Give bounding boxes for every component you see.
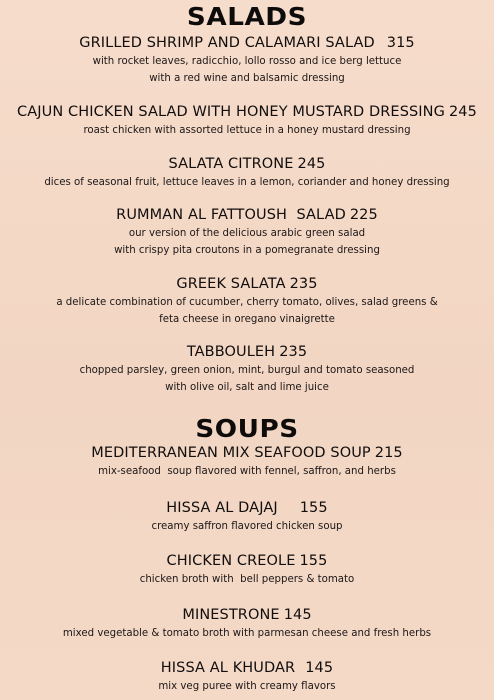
item-desc-line: a delicate combination of cucumber, cherry tomato, olives, salad greens &	[56, 297, 438, 308]
menu-item-tabbouleh	[0, 342, 494, 396]
item-name: GRILLED SHRIMP AND CALAMARI SALAD 315	[79, 35, 415, 51]
item-desc-line: dices of seasonal fruit, lettuce leaves in a lemon, coriander and honey dressing	[44, 177, 450, 188]
menu-item-salata-citrone	[0, 154, 494, 191]
item-desc-line: with olive oil, salt and lime juice	[165, 382, 329, 393]
item-name: RUMMAN AL FATTOUSH SALAD 225	[116, 207, 378, 223]
item-desc-line: with crispy pita croutons in a pomegranate dressing	[114, 245, 380, 256]
section-title-soups: SOUPS	[195, 414, 299, 443]
menu-item-hissa-al-khudar	[0, 658, 494, 695]
item-desc-line: creamy saffron flavored chicken soup	[151, 521, 343, 532]
item-desc-line: with rocket leaves, radicchio, lollo rosso and ice berg lettuce	[92, 56, 402, 67]
menu-item-hissa-al-dajaj	[0, 498, 494, 535]
item-price: 155	[299, 553, 328, 569]
section-title-salads: SALADS	[186, 2, 308, 31]
item-name: MEDITERRANEAN MIX SEAFOOD SOUP 215	[91, 445, 403, 461]
item-name: CHICKEN CREOLE 155	[166, 553, 328, 569]
item-name: GREEK SALATA 235	[176, 276, 318, 292]
menu-item-chicken-creole	[0, 551, 494, 588]
item-desc-line: chicken broth with bell peppers & tomato	[139, 574, 355, 585]
menu-item-mediterranean-mix-seafood-soup	[0, 443, 494, 480]
item-name: HISSA AL KHUDAR 145	[160, 660, 334, 676]
item-price: 235	[289, 276, 318, 292]
item-desc-line: mix veg puree with creamy flavors	[158, 681, 336, 692]
item-price: 245	[297, 156, 326, 172]
item-desc-line: our version of the delicious arabic green salad	[128, 228, 366, 239]
item-price: 215	[374, 445, 403, 461]
item-desc-line: feta cheese in oregano vinaigrette	[159, 314, 335, 325]
item-price: 315	[386, 35, 415, 51]
menu-item-cajun-chicken-salad	[0, 102, 494, 139]
menu-item-minestrone	[0, 605, 494, 642]
item-price: 225	[349, 207, 378, 223]
item-name: MINESTRONE 145	[182, 607, 312, 623]
item-desc-line: mixed vegetable & tomato broth with parmesan cheese and fresh herbs	[62, 628, 432, 639]
item-price: 145	[283, 607, 312, 623]
item-name: TABBOULEH 235	[186, 344, 308, 360]
item-desc-line: roast chicken with assorted lettuce in a honey mustard dressing	[83, 125, 411, 136]
item-price: 155	[299, 500, 328, 516]
item-price: 145	[305, 660, 334, 676]
item-name: CAJUN CHICKEN SALAD WITH HONEY MUSTARD DRESSING 245	[17, 104, 477, 120]
item-price: 235	[279, 344, 308, 360]
item-price: 245	[448, 104, 477, 120]
menu-item-rumman-al-fattoush-salad	[0, 205, 494, 259]
item-desc-line: mix-seafood soup flavored with fennel, saffron, and herbs	[98, 466, 396, 477]
item-desc-line: chopped parsley, green onion, mint, burgul and tomato seasoned	[79, 365, 415, 376]
menu-item-greek-salata	[0, 274, 494, 328]
item-desc-line: with a red wine and balsamic dressing	[149, 73, 345, 84]
menu-item-grilled-shrimp-calamari-salad	[0, 33, 494, 87]
item-name: SALATA CITRONE 245	[168, 156, 326, 172]
item-name: HISSA AL DAJAJ 155	[166, 500, 328, 516]
